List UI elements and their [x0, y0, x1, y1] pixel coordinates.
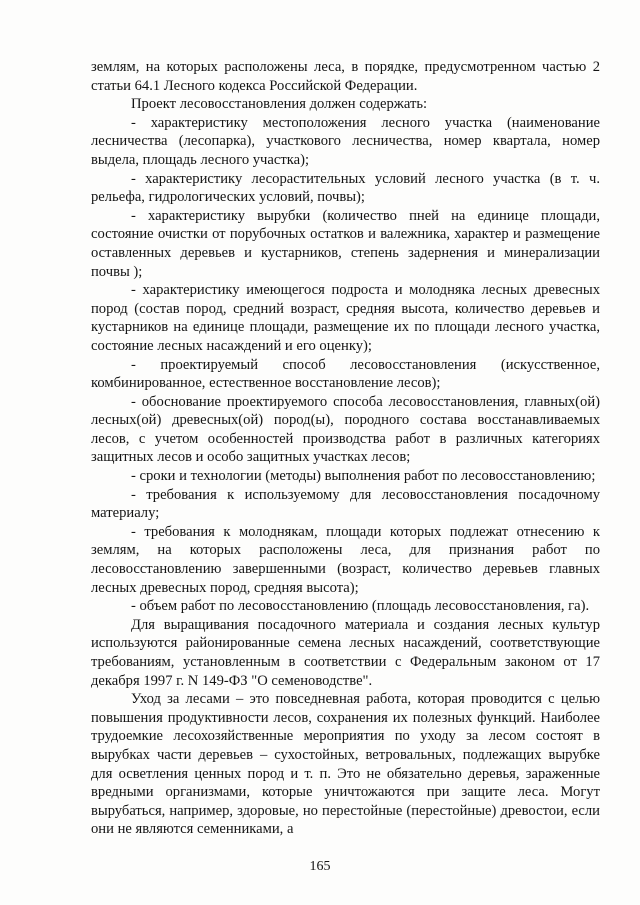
list-item-clearing: - характеристику вырубки (количество пней на единице площади, состояние очистки от порубочных остатков и валежника, характер и размещение оставленных деревьев и кустарников, степень задернения и минерализации почвы ); [91, 207, 600, 280]
body-text [91, 58, 600, 839]
list-item-location: - характеристику местоположения лесного участка (наименование лесничества (лесопарка), участкового лесничества, номер квартала, номер выдела, площадь лесного участка); [91, 114, 600, 168]
list-item-growing-conditions: - характеристику лесорастительных условий лесного участка (в т. ч. рельефа, гидрологических условий, почвы); [91, 170, 600, 206]
list-item-undergrowth: - характеристику имеющегося подроста и молодняка лесных древесных пород (состав пород, средний возраст, средняя высота, количество деревьев и кустарников на единице площади, размещение их по площади лесного участка, состояние лесных насаждений и его оценку); [91, 282, 600, 354]
list-item-timing: - сроки и технологии (методы) выполнения работ по лесовосстановлению; [131, 468, 596, 485]
list-item-planting-material: - требования к используемому для лесовосстановления посадочному материалу; [91, 486, 600, 522]
list-item-volume: - объем работ по лесовосстановлению (площадь лесовосстановления, га). [131, 598, 590, 615]
paragraph-project-intro: Проект лесовосстановления должен содержать: [131, 96, 428, 113]
list-item-method: - проектируемый способ лесовосстановления (искусственное, комбинированное, естественное восстановление лесов); [91, 356, 600, 392]
paragraph-seeds: Для выращивания посадочного материала и создания лесных культур используются районированные семена лесных насаждений, соответствующие требованиям, установленным в соответствии с Федеральным законом от 17 декабря 1997 г. N 149-ФЗ "О семеноводстве". [91, 616, 600, 689]
page-number: 165 [309, 859, 331, 874]
paragraph-forest-care: Уход за лесами – это повседневная работа, которая проводится с целью повышения продуктивности лесов, сохранения их полезных функций. Наиболее трудоемкие лесохозяйственные мероприятия по уходу за лесом состоят в вырубках части деревьев – сухостойных, ветровальных, подлежащих вырубке для осветления ценных пород и т. п. Это не обязательно деревья, зараженные вредными организмами, которые уничтожаются при защите леса. Могут вырубаться, например, здоровые, но перестойные (перестойные) древостои, если они не являются семенниками, а [91, 691, 600, 838]
list-item-justification: - обоснование проектируемого способа лесовосстановления, главных(ой) лесных(ой) древесных(ой) пород(ы), породного состава восстанавливаемых лесов, с учетом особенностей производства работ в различных категориях защитных лесов и особо защитных участках лесов; [91, 393, 600, 466]
list-item-young-stands: - требования к молоднякам, площади которых подлежат отнесению к землям, на которых расположены леса, для признания работ по лесовосстановлению завершенными (возраст, количество деревьев главных лесных древесных пород, средняя высота); [91, 523, 600, 596]
paragraph-continuation: землям, на которых расположены леса, в порядке, предусмотренном частью 2 статьи 64.1 Лесного кодекса Российской Федерации. [91, 59, 600, 94]
